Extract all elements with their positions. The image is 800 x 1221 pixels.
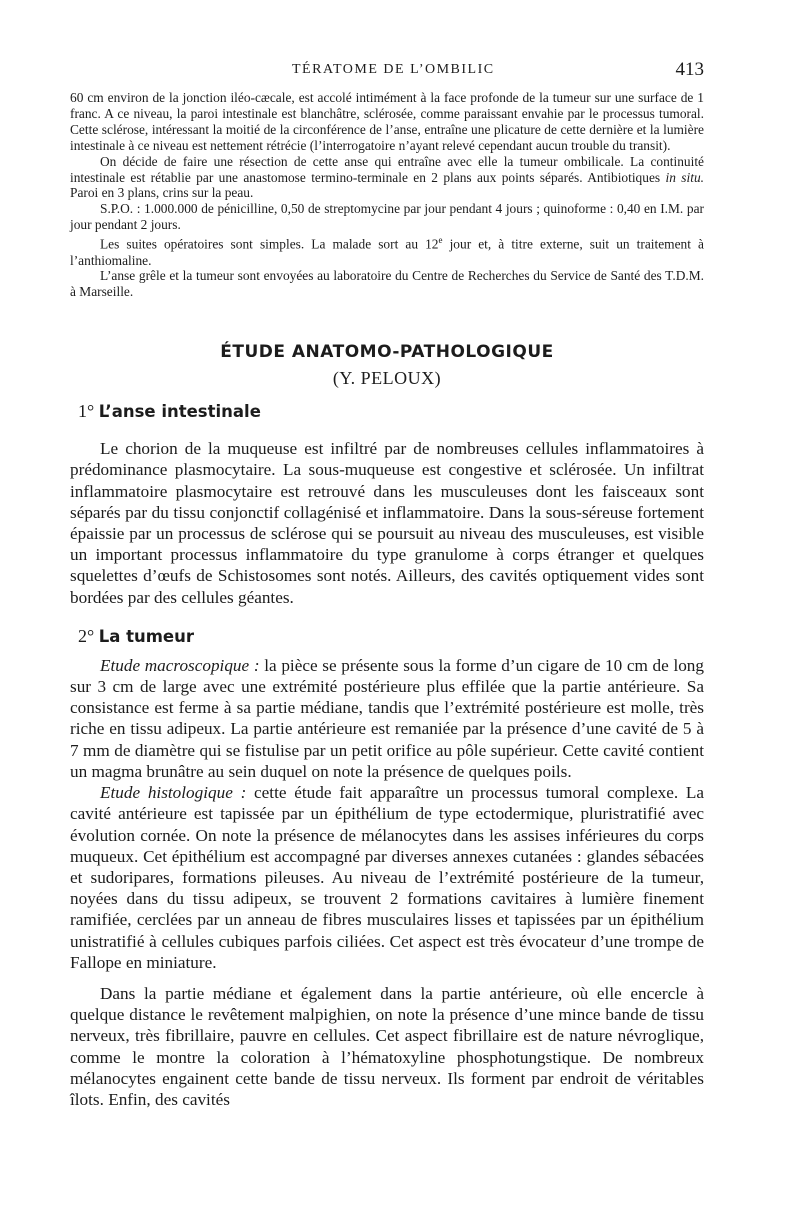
in-situ-italic: in situ. xyxy=(665,169,704,185)
running-head xyxy=(70,59,704,90)
sub1-paragraph: Le chorion de la muqueuse est infiltré par de nombreuses cellules inflammatoires à prédominance plasmocytaire. La sous-muqueuse est congestive et sclérosée. Un infiltrat inflammatoire plasmocytaire est retrouvé dans les musculeuses dont les faisceaux sont séparés par du tissu conjonctif collagénisé et inflammatoire. Dans la sous-séreuse fortement épaissie par un processus de sclérose qui se poursuit au niveau des musculeuses, est visible un important processus inflammatoire du type granulome à corps étranger et quelques squelettes d’œufs de Schistosomes sont notés. Ailleurs, des cavités optiquement vides sont bordées par des cellules géantes. xyxy=(70,439,704,607)
intro-paragraph-3: S.P.O. : 1.000.000 de pénicilline, 0,50 de streptomycine par jour pendant 4 jours ; quinoforme : 0,40 en I.M. par jour pendant 2 jours. xyxy=(70,201,704,233)
sub1-body xyxy=(70,438,704,608)
subheading-1-title: L’anse intestinale xyxy=(98,402,261,422)
superscript-e: e xyxy=(438,235,443,246)
histologic-paragraph xyxy=(70,782,704,973)
intro-paragraph-4 xyxy=(70,233,704,268)
subheading-1 xyxy=(78,401,704,422)
histologic-label: Etude histologique : xyxy=(100,783,247,803)
intro-paragraph-5: L’anse grêle et la tumeur sont envoyées au laboratoire du Centre de Recherches du Service de Santé des T.D.M. à Marseille. xyxy=(70,268,704,300)
macroscopic-label: Etude macroscopique : xyxy=(100,655,260,675)
section-author: (Y. PELOUX) xyxy=(332,368,442,389)
intro-block xyxy=(70,90,704,300)
running-title: TÉRATOME DE L’OMBILIC xyxy=(292,62,495,77)
intro-paragraph-2 xyxy=(70,154,704,202)
intro-paragraph-2-end: Paroi en 3 plans, crins sur la peau. xyxy=(70,185,254,201)
subheading-1-number: 1° xyxy=(78,401,95,422)
subheading-2-title: La tumeur xyxy=(98,626,194,646)
macroscopic-paragraph xyxy=(70,655,704,782)
sub2-body xyxy=(70,655,704,1110)
subheading-2-number: 2° xyxy=(78,625,95,646)
intro-paragraph-1: 60 cm environ de la jonction iléo-cæcale, est accolé intimément à la face profonde de la tumeur sur une surface de 1 franc. A ce niveau, la paroi intestinale est blanchâtre, sclérosée, comme paraissant envahie par le processus tumoral. Cette sclérose, intéressant la moitié de la circonférence de l’anse, entraîne une plicature de cette dernière et la lumière intestinale à ce niveau est nettement rétrécie (l’interrogatoire n’ayant relevé cependant aucun trouble du transit). xyxy=(70,90,704,153)
intro-paragraph-4-text: Les suites opératoires sont simples. La malade sort au 12 xyxy=(100,236,439,252)
section-title: ÉTUDE ANATOMO-PATHOLOGIQUE xyxy=(220,342,554,363)
subheading-2 xyxy=(78,626,704,647)
last-paragraph: Dans la partie médiane et également dans la partie antérieure, où elle encercle à quelque distance le revêtement malpighien, on note la présence d’une mince bande de tissu nerveux, très fibrillaire, pauvre en cellules. Cet aspect fibrillaire est de nature névroglique, comme le montre la coloration à l’hématoxyline phosphotungstique. De nombreux mélanocytes engainent cette bande de tissu nerveux. Ils forment par endroit de véritables îlots. Enfin, des cavités xyxy=(70,983,704,1109)
page-number: 413 xyxy=(675,59,704,80)
macroscopic-text: la pièce se présente sous la forme d’un cigare de 10 cm de long sur 3 cm de large avec une extrémité postérieure plus effilée que la partie antérieure. Sa consistance est ferme à sa partie médiane, tandis que l’extrémité postérieure est molle, très riche en tissu adipeux. La partie antérieure est remaniée par la présence d’une cavité de 5 à 7 mm de diamètre qui se fistulise par un petit orifice au pôle supérieur. Cette cavité contient un magma brunâtre au sein duquel on note la présence de quelques poils. xyxy=(70,655,704,781)
intro-paragraph-2-text: On décide de faire une résection de cette anse qui entraîne avec elle la tumeur ombilicale. La continuité intestinale est rétablie par une anastomose termino-terminale en 2 plans aux points séparés. Antibiotiques xyxy=(70,153,704,185)
histologic-text: cette étude fait apparaître un processus tumoral complexe. La cavité antérieure est tapissée par un épithélium de type ectodermique, pluristratifié avec évolution cornée. On note la présence de mélanocytes dans les assises inférieures du corps muqueux. Cet épithélium est accompagné par diverses annexes cutanées : glandes sébacées et sudoripares, formations pileuses. Au niveau de l’extrémité postérieure de la tumeur, noyées dans du tissu adipeux, se trouvent 2 formations cavitaires à lumière finement ramifiée, cerclées par un anneau de fibres musculaires lisses et tapissées par un épithélium unistratifié à cellules cubiques parfois ciliées. Cet aspect est très évocateur d’une trompe de Fallope en miniature. xyxy=(70,783,704,972)
intro-paragraph-4-end: jour et, à titre externe, suit un traitement à l’anthiomaline. xyxy=(70,236,704,268)
